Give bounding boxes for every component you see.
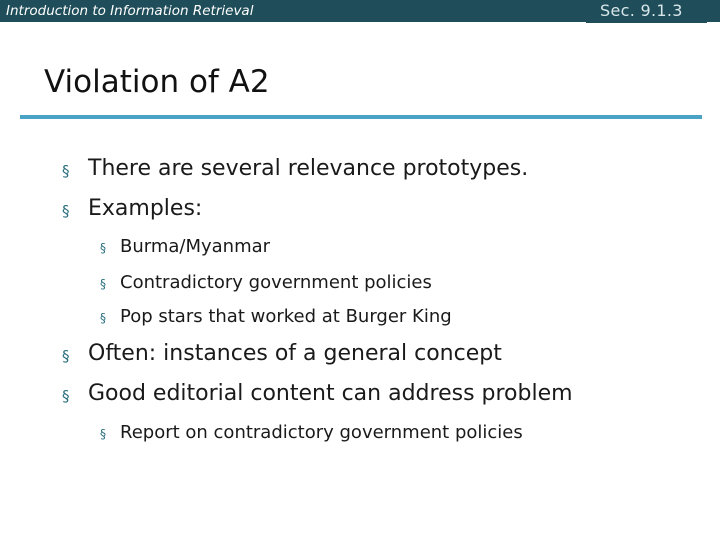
- sub-bullet-text: Pop stars that worked at Burger King: [120, 306, 452, 327]
- bullet-marker-icon: §: [62, 202, 70, 220]
- bullet-marker-icon: §: [62, 162, 70, 180]
- bullet-text: There are several relevance prototypes.: [88, 156, 529, 181]
- bullet-text: Good editorial content can address problem: [88, 381, 573, 406]
- sub-bullet-text: Contradictory government policies: [120, 272, 432, 293]
- bullet-marker-icon: §: [62, 387, 70, 405]
- bullet-marker-icon: §: [100, 427, 106, 441]
- sub-bullet-text: Burma/Myanmar: [120, 236, 271, 257]
- slide-title: Violation of A2: [44, 64, 270, 100]
- section-label: Sec. 9.1.3: [600, 1, 683, 20]
- bullet-marker-icon: §: [100, 311, 106, 325]
- course-title: Introduction to Information Retrieval: [6, 3, 254, 19]
- bullet-marker-icon: §: [100, 241, 106, 255]
- bullet-marker-icon: §: [100, 277, 106, 291]
- bullet-text: Examples:: [88, 196, 203, 221]
- bullet-marker-icon: §: [62, 347, 70, 365]
- bullet-text: Often: instances of a general concept: [88, 341, 502, 366]
- sub-bullet-text: Report on contradictory government policies: [120, 422, 523, 443]
- title-underline: [20, 115, 702, 119]
